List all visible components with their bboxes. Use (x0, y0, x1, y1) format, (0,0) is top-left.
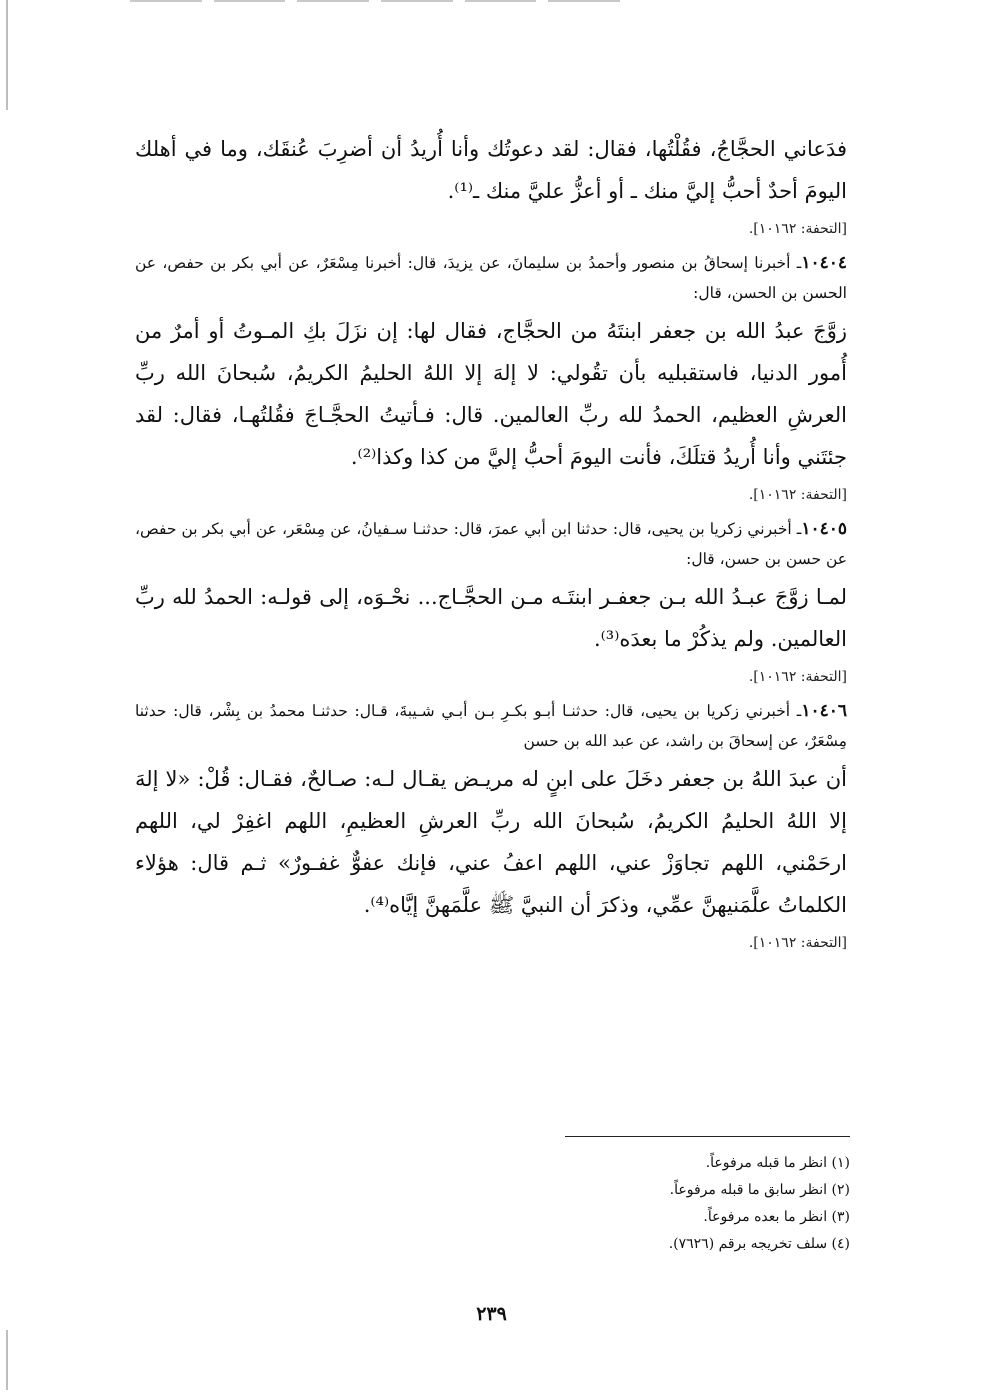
hadith-isnad: ـ أخبرنا إسحاقُ بن منصور وأحمدُ بن سليمانَ، عن يزيدَ، قال: أخبرنا مِسْعَرٌ، عن أبي بكر بن حفص، عن الحسن بن الحسن، قال: (135, 254, 847, 302)
footnote-1: (١) انظر ما قبله مرفوعاً. (705, 1155, 850, 1171)
text-block-1 (135, 128, 847, 240)
scan-edge-mark (6, 1330, 8, 1390)
hadith-matn: لمـا زوَّجَ عبـدُ الله بـن جعفـر ابنتَـه مـن الحجَّـاج... نحْـوَه، إلى قولـه: الحمدُ لله ربِّ العالمين. ولم يذكُرْ ما بعدَه⁽³⁾. (135, 585, 847, 651)
hadith-chain (135, 514, 847, 574)
footnotes (560, 1150, 850, 1258)
hadith-number: ١٠٤٠٦ (801, 701, 847, 721)
hadith-matn: زوَّجَ عبدُ الله بن جعفر ابنتَهُ من الحجَّاج، فقال لها: إن نزَلَ بكِ المـوتُ أو أمرٌ من أُمور الدنيا، فاستقبليه بأن تقُولي: لا إلهَ إلا اللهُ الحليمُ الكريمُ، سُبحانَ الله ربِّ العرشِ العظيم، الحمدُ لله ربِّ العالمين. قال: فـأتيتُ الحجَّـاجَ فقُلتُهـا، فقال: لقد جئتَني وأنا أُريدُ قتلَكَ، فأنت اليومَ أحبُّ إليَّ من كذا وكذا⁽²⁾. (135, 319, 847, 469)
tuhfa-citation: [التحفة: ١٠١٦٢]. (748, 487, 847, 503)
hadith-10404 (135, 248, 847, 506)
footnote-4: (٤) سلف تخريجه برقم (٧٦٢٦). (668, 1236, 850, 1252)
footnote-2: (٢) انظر سابق ما قبله مرفوعاً. (669, 1182, 850, 1198)
hadith-chain (135, 248, 847, 308)
hadith-10406 (135, 696, 847, 954)
hadith-isnad: ـ أخبرني زكريا بن يحيى، قال: حدثنا ابن أبي عمرَ، قال: حدثنـا سـفيانُ، عن مِسْعَر، عن أبي بكر بن حفص، عن حسن بن حسن، قال: (135, 520, 847, 568)
paragraph-text: فدَعاني الحجَّاجُ، فقُلْتُها، فقال: لقد دعوتُك وأنا أُريدُ أن أضرِبَ عُنقَك، وما في أهلك اليومَ أحدٌ أحبُّ إليَّ منك ـ أو أعزُّ عليَّ منك ـ⁽¹⁾. (135, 137, 847, 203)
scan-top-marks (130, 0, 620, 6)
hadith-matn: أن عبدَ اللهُ بن جعفر دخَلَ على ابنٍ له مريـض يقـال لـه: صـالحٌ، فقـال: قُلْ: «لا إلهَ إلا اللهُ الحليمُ الكريمُ، سُبحانَ الله ربِّ العرشِ العظيمِ، اللهم اغفِرْ لي، اللهم ارحَمْني، اللهم تجاوَزْ عني، اللهم اعفُ عني، فإنك عفوٌّ غفـورٌ» ثـم قال: هؤلاء الكلماتُ علَّمَنيهنَّ عمِّي، وذكرَ أن النبيَّ ﷺ علَّمَهنَّ إيَّاه⁽⁴⁾. (135, 767, 847, 917)
tuhfa-citation: [التحفة: ١٠١٦٢]. (748, 221, 847, 237)
footnote-divider (565, 1136, 850, 1137)
page-number: ٢٣٩ (476, 1303, 507, 1325)
hadith-10405 (135, 514, 847, 688)
hadith-chain (135, 696, 847, 756)
tuhfa-citation: [التحفة: ١٠١٦٢]. (748, 669, 847, 685)
hadith-number: ١٠٤٠٤ (801, 253, 847, 273)
tuhfa-citation: [التحفة: ١٠١٦٢]. (748, 935, 847, 951)
page-body (135, 128, 847, 962)
hadith-isnad: ـ أخبرني زكريا بن يحيى، قال: حدثنـا أبـو بكـرِ بـن أبـي شـيبةَ، قـال: حدثنـا محمدُ بن بِشْر، قال: حدثنا مِسْعَرٌ، عن إسحاقَ بن راشد، عن عبد الله بن حسن (135, 702, 847, 750)
hadith-number: ١٠٤٠٥ (801, 519, 847, 539)
scan-edge-mark (6, 0, 8, 110)
footnote-3: (٣) انظر ما بعده مرفوعاً. (703, 1209, 850, 1225)
